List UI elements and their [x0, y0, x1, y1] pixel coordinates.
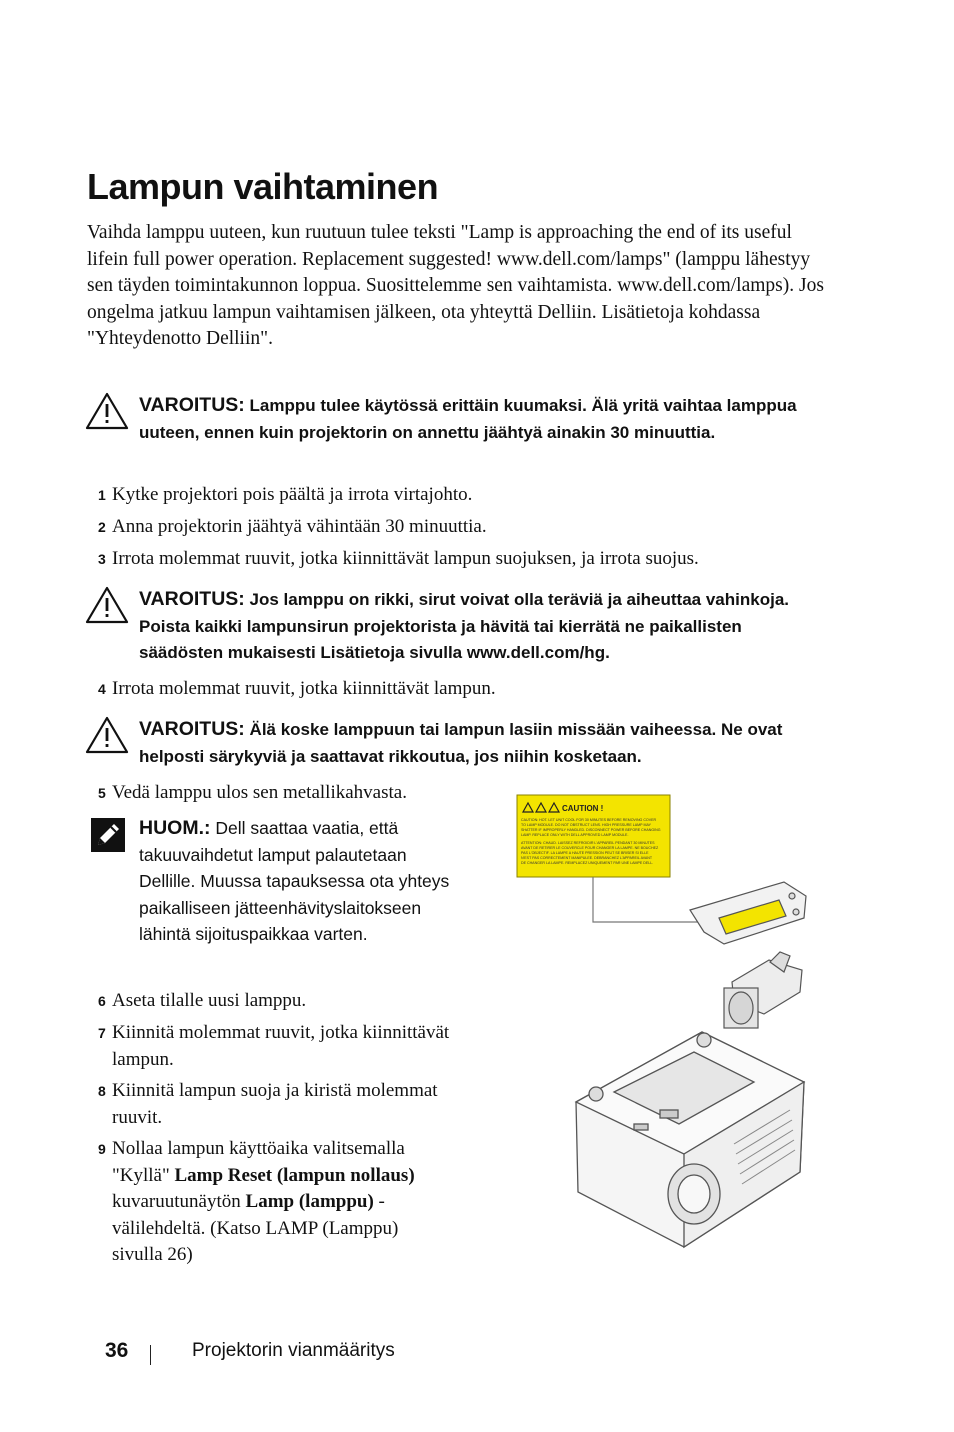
step-number: 6	[98, 993, 106, 1009]
caution-line: LAMP. REPLACE ONLY WITH DELL APPROVED LAMP MODULE.	[521, 833, 629, 837]
warning-text: Älä koske lamppuun tai lampun lasiin missään vaiheessa. Ne ovat helposti särykyviä ja saattavat rikkoutua, jos niihin kosketaan.	[139, 720, 783, 766]
warning-triangle-icon	[85, 586, 129, 624]
step-text: Vedä lamppu ulos sen metallikahvasta.	[112, 782, 407, 803]
caution-label-figure	[517, 795, 670, 877]
lamp-module-figure	[724, 952, 802, 1028]
warning-text: Lamppu tulee käytössä erittäin kuumaksi. Älä yritä vaihtaa lamppua uuteen, ennen kuin projektorin on annettu jäähtyä ainakin 30 minuuttia.	[139, 396, 797, 442]
caution-line: SHATTER IF IMPROPERLY HANDLED. DISCONNECT POWER BEFORE CHANGING	[521, 828, 661, 832]
step-number: 3	[98, 551, 106, 567]
warning-triangle-icon	[85, 716, 129, 754]
step-text: Nollaa lampun käyttöaika valitsemalla "Kyllä" Lamp Reset (lampun nollaus) kuvaruutunäytön Lamp (lamppu) -välilehdeltä. (Katso LAMP (Lamppu) sivulla 26)	[112, 1138, 415, 1265]
lamp-cover-figure	[690, 882, 806, 944]
footer-divider	[150, 1345, 151, 1365]
step-6	[98, 988, 453, 1015]
lamp-replacement-figure	[514, 792, 814, 1262]
warning-block-1	[85, 392, 805, 446]
warning-label: VAROITUS:	[139, 394, 245, 416]
note-text: Dell saattaa vaatia, että takuuvaihdetut lamput palautetaan Dellille. Muussa tapauksessa ota yhteys paikalliseen jätteenhävityslaitokseen lähintä sijoituspaikkaa varten.	[139, 818, 450, 944]
step-number: 8	[98, 1083, 106, 1099]
step-4	[98, 676, 496, 703]
step-1	[98, 482, 472, 509]
step-text: Irrota molemmat ruuvit, jotka kiinnittävät lampun suojuksen, ja irrota suojus.	[112, 548, 699, 569]
step-text: Aseta tilalle uusi lamppu.	[112, 990, 307, 1011]
step-text: Kytke projektori pois päältä ja irrota virtajohto.	[112, 484, 473, 505]
step-number: 4	[98, 681, 106, 697]
caution-line: TO LAMP MODULE. DO NOT OBSTRUCT LENS. HIGH PRESSURE LAMP MAY	[521, 823, 652, 827]
page-number: 36	[105, 1339, 129, 1362]
step-number: 7	[98, 1025, 106, 1041]
warning-text: Jos lamppu on rikki, sirut voivat olla teräviä ja aiheuttaa vahinkoja. Poista kaikki lampunsirun projektorista ja hävitä tai kierrätä ne paikallisten säädösten mukaisesti Lisätietoja sivulla www.dell.com/hg.	[139, 590, 789, 662]
warning-block-2	[85, 586, 805, 667]
caution-line: PAS L'OBJECTIF. LA LAMPE A HAUTE PRESSION PEUT SE BRISER SI ELLE	[521, 851, 649, 855]
step-text: Irrota molemmat ruuvit, jotka kiinnittävät lampun.	[112, 678, 496, 699]
step-8	[98, 1078, 453, 1131]
step-text: Anna projektorin jäähtyä vähintään 30 minuuttia.	[112, 516, 487, 537]
step-number: 1	[98, 487, 106, 503]
step-number: 9	[98, 1141, 106, 1157]
caution-line: N'EST PAS CORRECTEMENT MANIPULEE. DEBRANCHEZ L'APPAREIL AVANT	[521, 856, 653, 860]
caution-line: DE CHANGER LA LAMPE. REMPLACEZ UNIQUEMENT PAR UNE LAMPE DELL.	[521, 861, 654, 865]
step-2	[98, 514, 487, 541]
caution-line: AVANT DE RETIRER LE COUVERCLE POUR CHANGER LA LAMPE. NE BOUCHEZ	[521, 846, 659, 850]
intro-text: Vaihda lamppu uuteen, kun ruutuun tulee teksti "Lamp is approaching the end of its useful lifein full power operation. Replacement suggested! www.dell.com/lamps" (lamppu lähestyy sen täyden toimintakunnon loppua. Suosittelemme sen vaihtamista. www.dell.com/lamps). Jos ongelma jatkuu lampun vaihtamisen jälkeen, ota yhteyttä Delliin. Lisätietoja kohdassa "Yhteydenotto Delliin".	[87, 222, 824, 349]
step-text: Kiinnitä lampun suoja ja kiristä molemmat ruuvit.	[112, 1080, 438, 1128]
warning-label: VAROITUS:	[139, 718, 245, 740]
section-title: Projektorin vianmääritys	[192, 1340, 395, 1361]
step-text: Kiinnitä molemmat ruuvit, jotka kiinnittävät lampun.	[112, 1022, 450, 1070]
step-9	[98, 1136, 453, 1269]
step-number: 5	[98, 785, 106, 801]
warning-block-3	[85, 716, 805, 770]
step-3	[98, 546, 699, 573]
step-5	[98, 780, 407, 807]
page-title: Lampun vaihtaminen	[87, 166, 439, 207]
caution-label-title: CAUTION !	[562, 804, 604, 813]
projector-figure	[576, 1032, 804, 1247]
note-label: HUOM.:	[139, 817, 211, 839]
step-7	[98, 1020, 453, 1073]
note-pencil-icon	[91, 818, 125, 852]
intro-paragraph	[87, 220, 827, 353]
caution-line: ATTENTION: CHAUD. LAISSEZ REFROIDIR L'APPAREIL PENDANT 30 MINUTES	[521, 841, 655, 845]
note-block	[91, 815, 461, 948]
warning-label: VAROITUS:	[139, 588, 245, 610]
step-number: 2	[98, 519, 106, 535]
caution-line: CAUTION: HOT. LET UNIT COOL FOR 30 MINUTES BEFORE REMOVING COVER	[521, 818, 657, 822]
warning-triangle-icon	[85, 392, 129, 430]
